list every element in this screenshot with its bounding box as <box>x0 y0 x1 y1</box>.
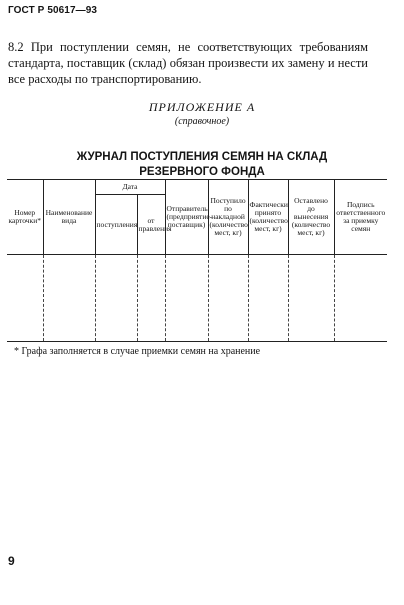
table-cell <box>95 255 137 342</box>
table-cell <box>137 255 165 342</box>
table-cell <box>248 255 288 342</box>
col-received: Поступило по накладной (количество мест, кг) <box>208 180 248 255</box>
table-cell <box>334 255 387 342</box>
journal-title <box>0 150 404 180</box>
col-remaining: Оставлено до вынесения (количество мест, кг) <box>288 180 334 255</box>
journal-table <box>7 179 387 342</box>
col-date-group: Дата <box>95 180 165 195</box>
table-cell <box>288 255 334 342</box>
table-cell <box>208 255 248 342</box>
body-paragraph: 8.2 При поступлении семян, не соответствующих требованиям стандарта, поставщик (склад) обязан произвести их замену и нести все расходы по транспортированию. <box>8 40 368 86</box>
col-date-arrival: поступления <box>95 195 137 255</box>
table-cell <box>165 255 208 342</box>
table-cell <box>7 255 43 342</box>
col-accepted: Фактически принято (количество мест, кг) <box>248 180 288 255</box>
table-row <box>7 255 387 342</box>
table-cell <box>43 255 95 342</box>
header-row-1 <box>7 180 387 195</box>
col-card-number: Номер карточки* <box>7 180 43 255</box>
appendix-title: ПРИЛОЖЕНИЕ А <box>148 100 256 114</box>
footnote: * Графа заполняется в случае приемки семян на хранение <box>14 346 261 357</box>
appendix-subtitle: (справочное) <box>174 116 230 127</box>
col-name: Наименование вида <box>43 180 95 255</box>
journal-title-line2: РЕЗЕРВНОГО ФОНДА <box>139 166 265 178</box>
col-sender: Отправитель (предприятие-поставщик) <box>165 180 208 255</box>
col-date-sent: от правления <box>137 195 165 255</box>
journal-title-line1: ЖУРНАЛ ПОСТУПЛЕНИЯ СЕМЯН НА СКЛАД <box>76 151 328 163</box>
standard-header: ГОСТ Р 50617—93 <box>8 5 98 16</box>
page-number: 9 <box>8 554 15 568</box>
col-signature: Подпись ответственного за приемку семян <box>334 180 387 255</box>
